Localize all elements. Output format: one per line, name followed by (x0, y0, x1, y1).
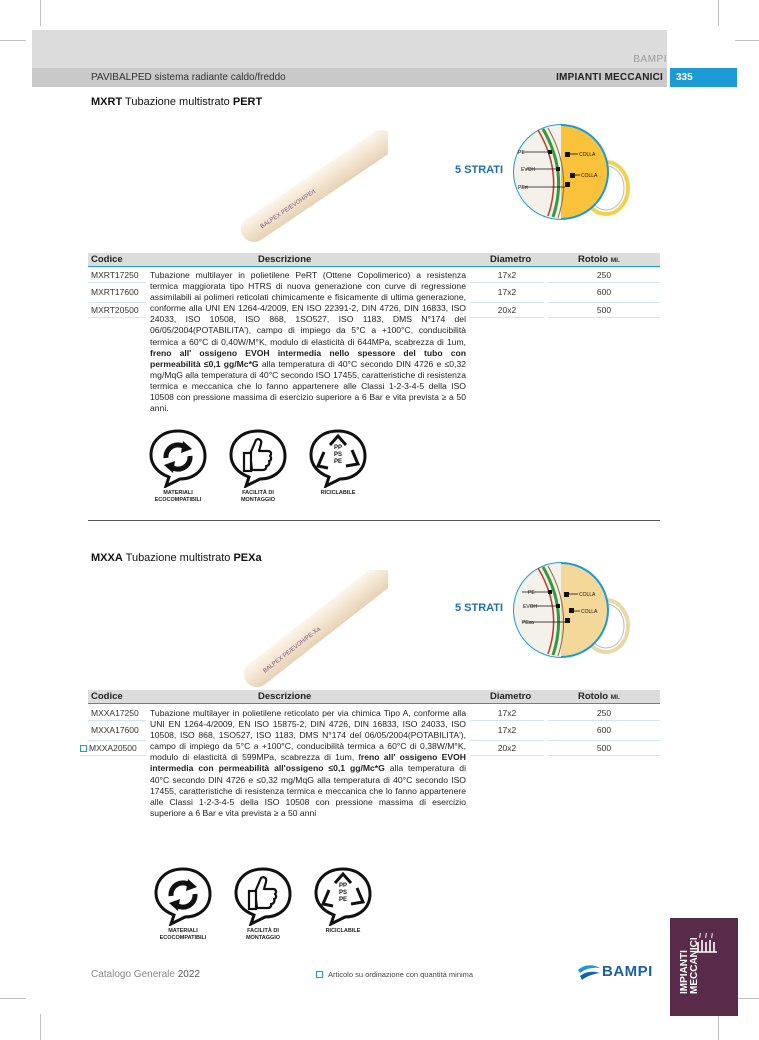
badge-label: RICICLABILE (320, 490, 356, 496)
badge-recyclable (308, 428, 368, 497)
roll-label: Rotolo (578, 691, 609, 702)
feature-badges (148, 428, 368, 508)
col-header-diameter: Diametro (490, 254, 532, 265)
col-header-code: Codice (91, 691, 123, 702)
header-section: IMPIANTI MECCANICI (556, 72, 663, 83)
code-column (88, 706, 146, 756)
colla-label: COLLA (579, 592, 596, 598)
col-header-code: Codice (91, 254, 123, 265)
layer-diagram (508, 124, 632, 220)
table-row-code (80, 741, 146, 756)
crop-mark (0, 998, 26, 999)
product-title-text: Tubazione multistrato (125, 552, 231, 564)
crop-mark (718, 0, 719, 26)
crop-mark (40, 1014, 41, 1040)
description-text: Tubazione multilayer in polietilene PeRT (Ottene Copolimerico) a resistenza termica maggiorata tipo HTRS di nuova generazione con curve di regressione assimilabili ai polimeri reticolati chimicamente e fisicamente di ultima generazione, conforme alla UNI EN 1264-4/2009, EN ISO 22391-2, DIN 4726, DIN 16833, ISO 24033, ISO 10508, ISO 868, 1SO527, ISO 1183, DMS N°174 del 06/05/2004(POTABILITA'), campo di impiego da 5°C a +100°C, conducibilità termica a 60°C di 0,40W/M°K, modulo di elasticità di 644MPa, scabrezza di 1um, (150, 270, 466, 347)
product-title-text: Tubazione multistrato (125, 96, 230, 108)
col-header-roll (578, 254, 620, 265)
layer-label: PExa (522, 620, 534, 626)
table-row-diameter: 20x2 (470, 741, 544, 756)
layer-diagram (508, 562, 632, 658)
diameter-column (470, 706, 544, 756)
layer-label: PE (518, 150, 525, 156)
footer-note-text: Articolo su ordinazione con quantità minima (328, 970, 474, 979)
badge-label: FACILITÀ DI MONTAGGIO (240, 490, 276, 503)
table-row-code-text: MXXA20500 (89, 743, 137, 753)
min-qty-icon (80, 745, 87, 752)
table-row-diameter: 17x2 (470, 721, 544, 741)
product-title-bold: PEXa (233, 552, 262, 564)
badge-mounting (228, 428, 288, 503)
recycling-code: PP (333, 445, 343, 451)
roll-column (548, 268, 660, 318)
brand-logo (576, 962, 662, 982)
product-title (91, 552, 262, 564)
table-row-roll: 250 (548, 706, 660, 721)
recycling-code: PP (338, 883, 348, 889)
pipe-icon (238, 570, 388, 688)
table-row-code: MXXA17250 (88, 706, 146, 721)
strati-label: 5 STRATI (455, 164, 504, 176)
layer-label: PErt (518, 185, 528, 191)
recycle-arrows-icon (153, 866, 213, 926)
description-text: alla temperatura di 40°C secondo DIN 4726 e ≤0,32 mg/MqG alla temperatura di 40°C secondo ISO 17455, caratteristiche di resistenza termica e meccanica che lo fanno appartenere alle Classi 1-2-3-4-5 della ISO 10508 con pressione massima di esercizio superiore a 6 Bar e vita prevista ≥ a 50 anni (150, 763, 466, 818)
badge-ecocompatible (153, 866, 213, 941)
table-row-diameter: 17x2 (470, 268, 544, 283)
side-tab-line: MECCANICI (689, 937, 700, 994)
description-text: alla temperatura di 40°C secondo DIN 4726 e ≤0,32 mg/MqG alla temperatura di 40°C secondo ISO 17455, caratteristiche di resistenza termica e meccanica che lo fanno appartenere alle Classi 1-2-3-4-5 della ISO 10508 con pressione massima di esercizio superiore a 6 Bar e vita prevista ≥ a 50 anni. (150, 358, 467, 414)
recycling-code: PS (338, 890, 348, 896)
roll-unit: Ml. (610, 257, 620, 264)
badge-recyclable (313, 866, 373, 935)
crop-mark (735, 40, 759, 41)
section-divider (88, 520, 660, 521)
recycle-arrows-icon (148, 428, 208, 488)
col-header-diameter: Diametro (490, 691, 532, 702)
table-row-roll: 600 (548, 721, 660, 741)
pipe-layers-icon (508, 562, 632, 658)
product-code-prefix: MXXA (91, 552, 123, 564)
roll-label: Rotolo (578, 254, 609, 265)
roll-unit: Ml. (610, 694, 620, 701)
side-section-tab (670, 918, 738, 1016)
footer-catalog (91, 969, 200, 980)
table-row-diameter: 17x2 (470, 283, 544, 303)
feature-badges (153, 866, 373, 946)
badge-label: MATERIALI ECOCOMPATIBILI (159, 928, 207, 941)
header-brand: BAMPI (633, 54, 667, 65)
col-header-roll (578, 691, 620, 702)
table-row-roll: 500 (548, 741, 660, 756)
product-code-prefix: MXRT (91, 96, 123, 108)
col-header-description: Descrizione (258, 254, 312, 265)
recycling-triangle-icon (308, 428, 368, 488)
table-row-roll: 600 (548, 283, 660, 303)
recycling-code: PE (333, 459, 343, 465)
footer-catalog-label: Catalogo Generale (91, 969, 175, 980)
table-row-diameter: 20x2 (470, 303, 544, 318)
crop-mark (718, 1014, 719, 1040)
pipe-image (238, 570, 388, 688)
radiator-heat-icon (694, 932, 720, 954)
thumbs-up-icon (233, 866, 293, 926)
pipe-image (238, 128, 388, 248)
product-title-bold: PERT (232, 96, 263, 108)
badge-label: RICICLABILE (325, 928, 361, 934)
badge-label: MATERIALI ECOCOMPATIBILI (154, 490, 202, 503)
layer-label: PE (528, 590, 535, 596)
badge-mounting (233, 866, 293, 941)
table-row-code: MXRT20500 (88, 303, 146, 318)
crop-mark (40, 0, 41, 26)
bampi-swoosh-icon (576, 962, 602, 982)
layer-label: EVOH (523, 604, 538, 610)
roll-column (548, 706, 660, 756)
badge-ecocompatible (148, 428, 208, 503)
header-subtitle: PAVIBALPED sistema radiante caldo/freddo (91, 72, 286, 83)
recycling-triangle-icon (313, 866, 373, 926)
table-row-code: MXXA17600 (88, 721, 146, 741)
product-description (150, 270, 466, 414)
code-column (88, 268, 146, 318)
colla-label: COLLA (579, 152, 596, 158)
layer-label: EVOH (521, 167, 536, 173)
pipe-print-text: BALPEX PE/EVOH/PE-Xa (262, 626, 322, 675)
strati-label: 5 STRATI (455, 602, 504, 614)
header-band (32, 30, 667, 68)
table-header (88, 690, 660, 704)
description-text: Tubazione multilayer in polietilene reticolato per via chimica Tipo A, conforme alla UNI EN 1264-4/2009, EN ISO 15875-2, DIN 4726, DIN 16833, ISO 24033, ISO 10508, ISO 868, 1SO527, ISO 1183, DMS N°174 del 06/05/2004(POTABILITA'), campo di impiego da 5°C a +100°C, conducibilità termica a 60°C di 0,38W/M°K, modulo di elasticità di 599MPa, scabrezza di 1um, f (150, 708, 466, 763)
badge-label: FACILITÀ DI MONTAGGIO (245, 928, 281, 941)
colla-label: COLLA (581, 609, 598, 615)
pipe-icon (238, 128, 388, 248)
product-title (91, 96, 262, 108)
min-qty-icon (316, 971, 323, 978)
diameter-column (470, 268, 544, 318)
table-row-roll: 500 (548, 303, 660, 318)
table-row-diameter: 17x2 (470, 706, 544, 721)
footer-note (316, 970, 473, 979)
pipe-print-text: BALPEX PE/EVOH/PErt (259, 188, 317, 231)
description-bold: freno all' ossigeno EVOH intermedia nello spessore del tubo con permeabilità ≤0,1 gg/Mc*G (150, 347, 466, 369)
recycling-code: PE (338, 897, 348, 903)
thumbs-up-icon (228, 428, 288, 488)
logo-text: BAMPI (602, 963, 653, 980)
table-row-roll: 250 (548, 268, 660, 283)
colla-label: COLLA (581, 173, 598, 179)
recycling-code: PS (333, 452, 343, 458)
crop-mark (0, 40, 26, 41)
crop-mark (735, 998, 759, 999)
side-tab-line: IMPIANTI (679, 950, 690, 994)
product-description (150, 708, 466, 819)
table-header (88, 253, 660, 267)
page-number: 335 (670, 68, 737, 87)
table-row-code: MXRT17250 (88, 268, 146, 283)
table-row-code: MXRT17600 (88, 283, 146, 303)
col-header-description: Descrizione (258, 691, 312, 702)
description-bold: reno all' ossigeno EVOH intermedia con permeabilità all'ossigeno ≤0,1 gg/Mc*G (150, 752, 466, 774)
pipe-layers-icon (508, 124, 632, 220)
footer-year: 2022 (177, 969, 200, 980)
